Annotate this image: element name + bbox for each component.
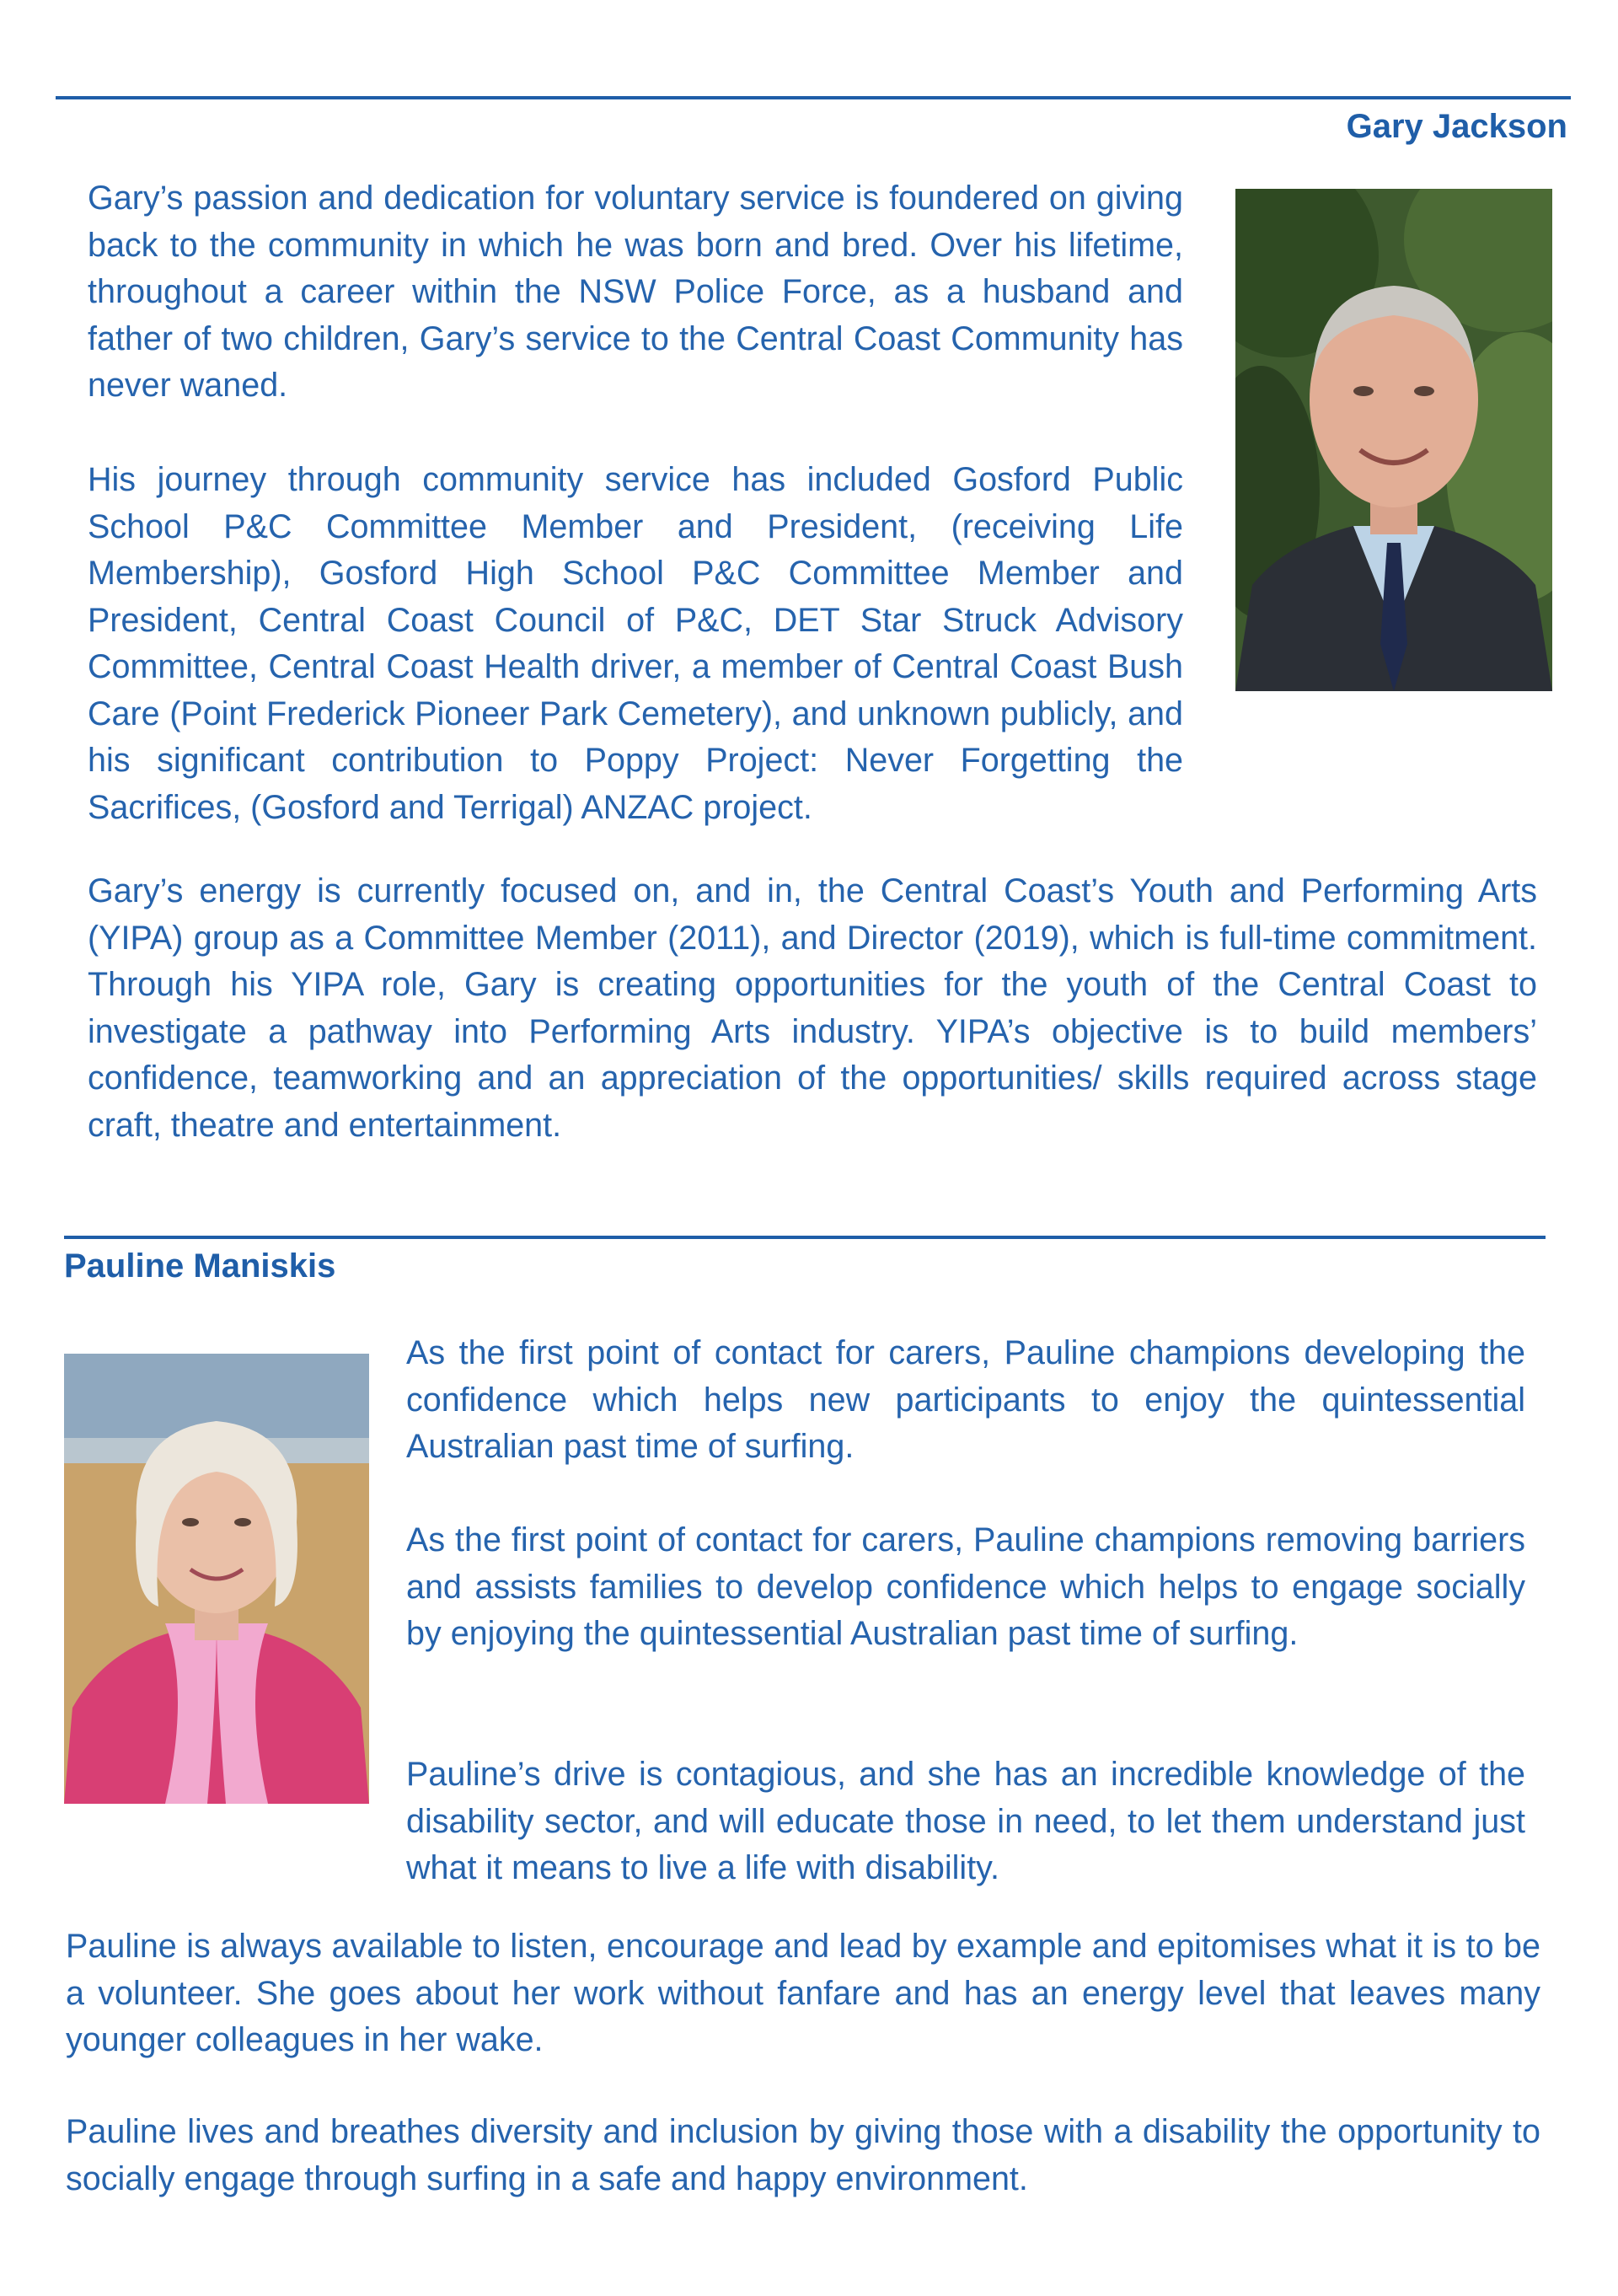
pauline-paragraph-4: Pauline is always available to listen, encourage and lead by example and epitomises what it is to be a volunteer. She goes about her work without fanfare and has an energy level that leaves many younger colleagues in her wake. <box>66 1928 1540 2058</box>
pauline-paragraph-2: As the first point of contact for carers, Pauline champions removing barriers and assists families to develop confidence which helps to engage socially by enjoying the quintessential Australian past time of surfing. <box>406 1521 1525 1652</box>
gary-jackson-heading: Gary Jackson <box>1346 108 1567 145</box>
gary-paragraph-2: His journey through community service has included Gosford Public School P&C Committee Member and President, (receiving Life Membership), Gosford High School P&C Committee Member and President, Central Coast Council of P&C, DET Star Struck Advisory Committee, Central Coast Health driver, a member of Central Coast Bush Care (Point Frederick Pioneer Park Cemetery), and unknown publicly, and his significant contribution to Poppy Project: Never Forgetting the Sacrifices, (Gosford and Terrigal) ANZAC project. <box>88 461 1183 826</box>
section-divider-top <box>56 96 1571 99</box>
pauline-paragraph-1: As the first point of contact for carers, Pauline champions developing the confidence which helps new participants to enjoy the quintessential Australian past time of surfing. <box>406 1334 1525 1465</box>
gary-jackson-portrait <box>1235 189 1552 691</box>
gary-paragraph-1: Gary’s passion and dedication for voluntary service is foundered on giving back to the community in which he was born and bred. Over his lifetime, throughout a career within the NSW Police Force, as a husband and father of two children, Gary’s service to the Central Coast Community has never waned. <box>88 180 1183 404</box>
pauline-maniskis-portrait <box>64 1354 369 1804</box>
pauline-paragraph-5: Pauline lives and breathes diversity and inclusion by giving those with a disability the opportunity to socially engage through surfing in a safe and happy environment. <box>66 2113 1540 2197</box>
gary-paragraph-3: Gary’s energy is currently focused on, and in, the Central Coast’s Youth and Performing Arts (YIPA) group as a Committee Member (2011), and Director (2019), which is full-time commitment. Through his YIPA role, Gary is creating opportunities for the youth of the Central Coast to investigate a pathway into Performing Arts industry. YIPA’s objective is to build members’ confidence, teamworking and an appreciation of the opportunities/ skills required across stage craft, theatre and entertainment. <box>88 872 1537 1144</box>
pauline-maniskis-heading: Pauline Maniskis <box>64 1247 336 1285</box>
pauline-paragraph-3: Pauline’s drive is contagious, and she has an incredible knowledge of the disability sector, and will educate those in need, to let them understand just what it means to live a life with disability. <box>406 1756 1525 1886</box>
section-divider-middle <box>64 1236 1546 1239</box>
